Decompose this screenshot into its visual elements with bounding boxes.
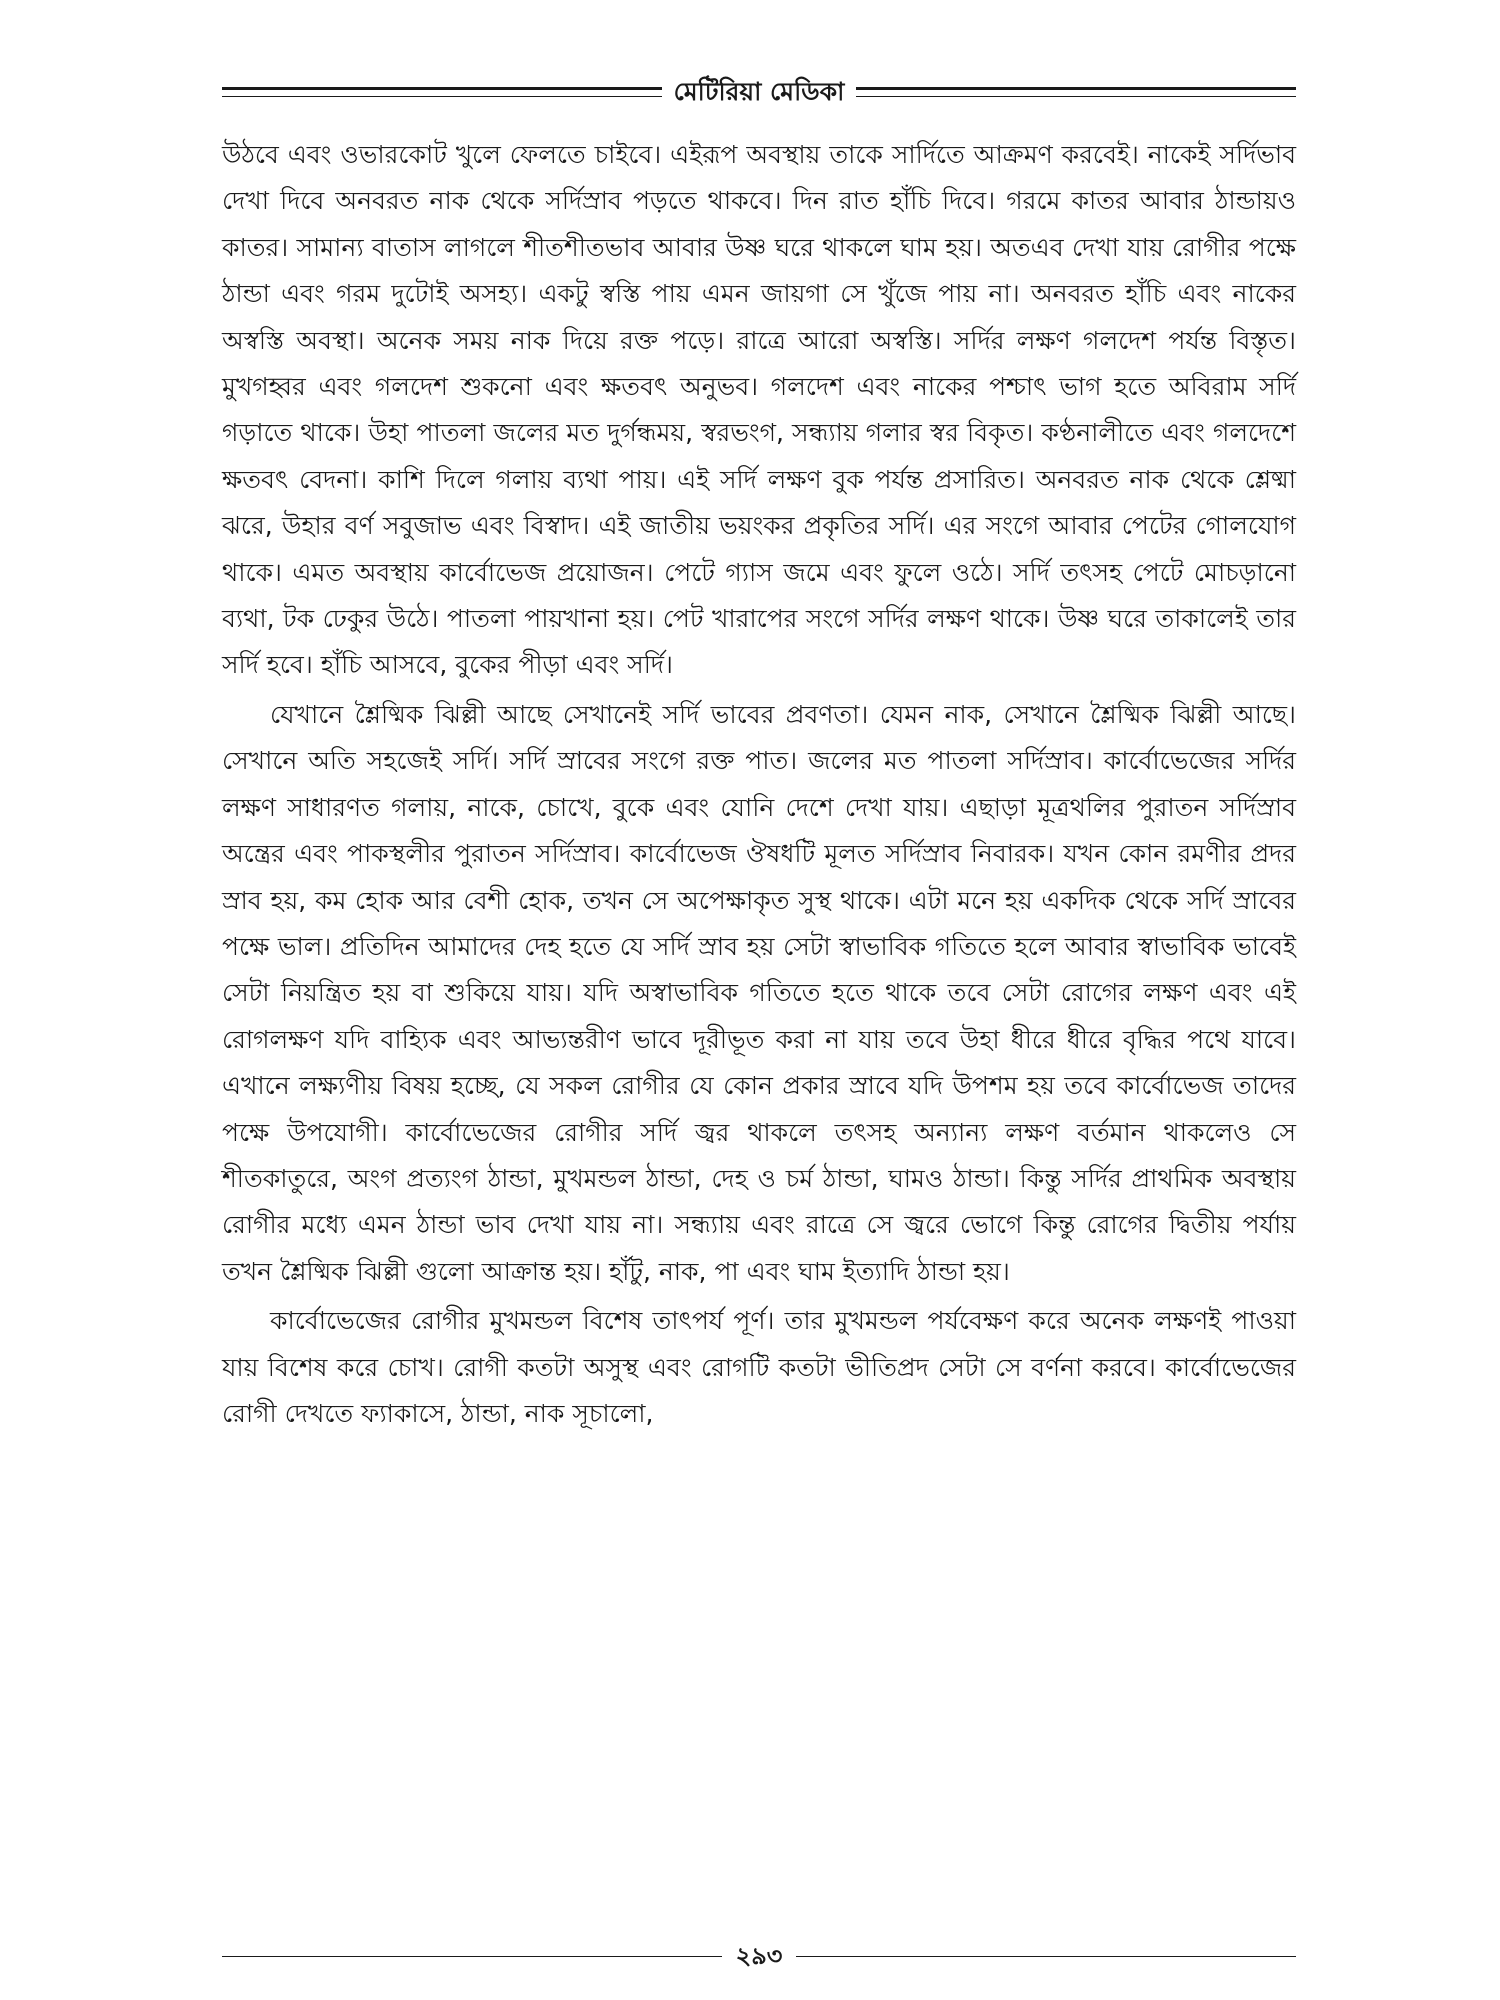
page-footer <box>222 1938 1296 1974</box>
paragraph-2: যেখানে শ্লৈষ্মিক ঝিল্লী আছে সেখানেই সর্দি ভাবের প্রবণতা। যেমন নাক, সেখানে শ্লৈষ্মিক ঝিল্লী আছে। সেখানে অতি সহজেই সর্দি। সর্দি স্রাবের সংগে রক্ত পাত। জলের মত পাতলা সর্দিস্রাব। কার্বোভেজের সর্দির লক্ষণ সাধারণত গলায়, নাকে, চোখে, বুকে এবং যোনি দেশে দেখা যায়। এছাড়া মূত্রথলির পুরাতন সর্দিস্রাব অন্ত্রের এবং পাকস্থলীর পুরাতন সর্দিস্রাব। কার্বোভেজ ঔষধটি মূলত সর্দিস্রাব নিবারক। যখন কোন রমণীর প্রদর স্রাব হয়, কম হোক আর বেশী হোক, তখন সে অপেক্ষাকৃত সুস্থ থাকে। এটা মনে হয় একদিক থেকে সর্দি স্রাবের পক্ষে ভাল। প্রতিদিন আমাদের দেহ হতে যে সর্দি স্রাব হয় সেটা স্বাভাবিক গতিতে হলে আবার স্বাভাবিক ভাবেই সেটা নিয়ন্ত্রিত হয় বা শুকিয়ে যায়। যদি অস্বাভাবিক গতিতে হতে থাকে তবে সেটা রোগের লক্ষণ এবং এই রোগলক্ষণ যদি বাহ্যিক এবং আভ্যন্তরীণ ভাবে দূরীভূত করা না যায় তবে উহা ধীরে ধীরে বৃদ্ধির পথে যাবে। এখানে লক্ষ্যণীয় বিষয় হচ্ছে, যে সকল রোগীর যে কোন প্রকার স্রাবে যদি উপশম হয় তবে কার্বোভেজ তাদের পক্ষে উপযোগী। কার্বোভেজের রোগীর সর্দি জ্বর থাকলে তৎসহ অন্যান্য লক্ষণ বর্তমান থাকলেও সে শীতকাতুরে, অংগ প্রত্যংগ ঠান্ডা, মুখমন্ডল ঠান্ডা, দেহ ও চর্ম ঠান্ডা, ঘামও ঠান্ডা। কিন্তু সর্দির প্রাথমিক অবস্থায় রোগীর মধ্যে এমন ঠান্ডা ভাব দেখা যায় না। সন্ধ্যায় এবং রাত্রে সে জ্বরে ভোগে কিন্তু রোগের দ্বিতীয় পর্যায় তখন শ্লৈষ্মিক ঝিল্লী গুলো আক্রান্ত হয়। হাঁটু, নাক, পা এবং ঘাম ইত্যাদি ঠান্ডা হয়। <box>222 699 1296 1286</box>
footer-rule-left <box>222 1956 722 1957</box>
header-rule-left <box>222 87 662 97</box>
footer-rule-right <box>796 1956 1296 1957</box>
body-text <box>222 132 1296 1437</box>
paragraph-1: উঠবে এবং ওভারকোট খুলে ফেলতে চাইবে। এইরূপ অবস্থায় তাকে সার্দিতে আক্রমণ করবেই। নাকেই সর্দিভাব দেখা দিবে অনবরত নাক থেকে সর্দিস্রাব পড়তে থাকবে। দিন রাত হাঁচি দিবে। গরমে কাতর আবার ঠান্ডায়ও কাতর। সামান্য বাতাস লাগলে শীতশীতভাব আবার উষ্ণ ঘরে থাকলে ঘাম হয়। অতএব দেখা যায় রোগীর পক্ষে ঠান্ডা এবং গরম দুটোই অসহ্য। একটু স্বস্তি পায় এমন জায়গা সে খুঁজে পায় না। অনবরত হাঁচি এবং নাকের অস্বস্তি অবস্থা। অনেক সময় নাক দিয়ে রক্ত পড়ে। রাত্রে আরো অস্বস্তি। সর্দির লক্ষণ গলদেশ পর্যন্ত বিস্তৃত। মুখগহ্বর এবং গলদেশ শুকনো এবং ক্ষতবৎ অনুভব। গলদেশ এবং নাকের পশ্চাৎ ভাগ হতে অবিরাম সর্দি গড়াতে থাকে। উহা পাতলা জলের মত দুর্গন্ধময়, স্বরভংগ, সন্ধ্যায় গলার স্বর বিকৃত। কণ্ঠনালীতে এবং গলদেশে ক্ষতবৎ বেদনা। কাশি দিলে গলায় ব্যথা পায়। এই সর্দি লক্ষণ বুক পর্যন্ত প্রসারিত। অনবরত নাক থেকে শ্লেষ্মা ঝরে, উহার বর্ণ সবুজাভ এবং বিস্বাদ। এই জাতীয় ভয়ংকর প্রকৃতির সর্দি। এর সংগে আবার পেটের গোলযোগ থাকে। এমত অবস্থায় কার্বোভেজ প্রয়োজন। পেটে গ্যাস জমে এবং ফুলে ওঠে। সর্দি তৎসহ পেটে মোচড়ানো ব্যথা, টক ঢেকুর উঠে। পাতলা পায়খানা হয়। পেট খারাপের সংগে সর্দির লক্ষণ থাকে। উষ্ণ ঘরে তাকালেই তার সর্দি হবে। হাঁচি আসবে, বুকের পীড়া এবং সর্দি। <box>222 140 1296 680</box>
running-header-title: মেটিরিয়া মেডিকা <box>673 77 845 106</box>
header-rule-right <box>856 87 1296 97</box>
page-number: ২৯৩ <box>735 1942 783 1970</box>
running-header <box>222 72 1296 112</box>
paragraph-3: কার্বোভেজের রোগীর মুখমন্ডল বিশেষ তাৎপর্য পূর্ণ। তার মুখমন্ডল পর্যবেক্ষণ করে অনেক লক্ষণই পাওয়া যায় বিশেষ করে চোখ। রোগী কতটা অসুস্থ এবং রোগটি কতটা ভীতিপ্রদ সেটা সে বর্ণনা করবে। কার্বোভেজের রোগী দেখতে ফ্যাকাসে, ঠান্ডা, নাক সূচালো, <box>222 1306 1296 1428</box>
